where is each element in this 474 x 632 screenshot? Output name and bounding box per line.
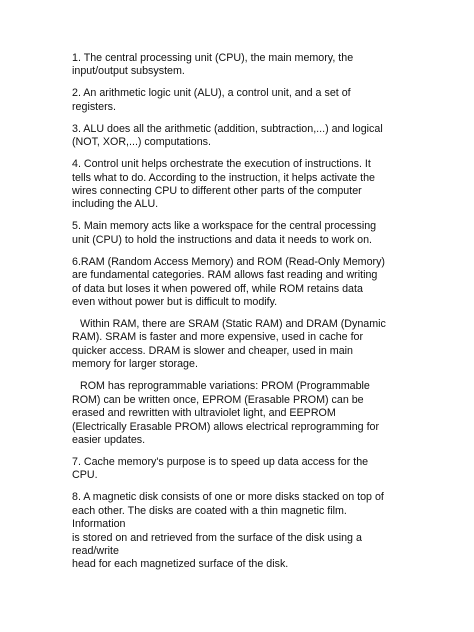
text-line: 6.RAM (Random Access Memory) and ROM (Read-Only Memory)	[72, 255, 385, 268]
paragraph-1	[72, 52, 404, 79]
text-line: of data but loses it when powered off, while ROM retains data	[72, 282, 363, 295]
text-line: including the ALU.	[72, 198, 159, 211]
text-line: ROM has reprogrammable variations: PROM (Programmable	[80, 380, 370, 393]
paragraph-8	[72, 491, 404, 571]
paragraph-4	[72, 158, 404, 212]
text-line: 4. Control unit helps orchestrate the execution of instructions. It	[72, 158, 371, 171]
paragraph-3	[72, 123, 404, 150]
text-line: 2. An arithmetic logic unit (ALU), a control unit, and a set of	[72, 87, 351, 100]
paragraph-6	[72, 256, 404, 310]
text-line: Within RAM, there are SRAM (Static RAM) and DRAM (Dynamic	[80, 318, 386, 331]
text-line: erased and rewritten with ultraviolet light, and EEPROM	[72, 407, 336, 420]
text-line: (NOT, XOR,...) computations.	[72, 136, 211, 149]
text-line: 3. ALU does all the arithmetic (addition, subtraction,...) and logical	[72, 122, 383, 135]
text-line: memory for larger storage.	[72, 358, 198, 371]
text-line: wires connecting CPU to different other parts of the computer	[72, 185, 362, 198]
text-line: registers.	[72, 100, 116, 113]
text-line: quicker access. DRAM is slower and cheaper, used in main	[72, 344, 353, 357]
paragraph-ram-types	[72, 318, 404, 372]
paragraph-7	[72, 456, 404, 483]
text-line: unit (CPU) to hold the instructions and data it needs to work on.	[72, 233, 373, 246]
text-line: CPU.	[72, 469, 98, 482]
paragraph-2	[72, 87, 404, 114]
text-line: are fundamental categories. RAM allows fast reading and writing	[72, 269, 378, 282]
text-line: (Electrically Erasable PROM) allows electrical reprogramming for	[72, 420, 380, 433]
text-line: head for each magnetized surface of the disk.	[72, 558, 289, 571]
text-line: ROM) can be written once, EPROM (Erasable PROM) can be	[72, 393, 364, 406]
paragraph-5	[72, 220, 404, 247]
text-line: RAM). SRAM is faster and more expensive, used in cache for	[72, 331, 364, 344]
text-line: 1. The central processing unit (CPU), the main memory, the	[72, 52, 354, 64]
text-line: Information	[72, 518, 126, 531]
text-line: input/output subsystem.	[72, 65, 185, 78]
text-line: 5. Main memory acts like a workspace for the central processing	[72, 220, 377, 233]
paragraph-rom-types	[72, 380, 404, 447]
text-line: read/write	[72, 544, 119, 557]
text-line: tells what to do. According to the instruction, it helps activate the	[72, 171, 375, 184]
text-line: 7. Cache memory's purpose is to speed up data access for the	[72, 455, 369, 468]
text-line: each other. The disks are coated with a thin magnetic film.	[72, 504, 347, 517]
text-line: easier updates.	[72, 433, 146, 446]
text-line: 8. A magnetic disk consists of one or more disks stacked on top of	[72, 491, 384, 504]
document-page	[72, 52, 404, 580]
text-line: even without power but is difficult to modify.	[72, 296, 278, 309]
text-line: is stored on and retrieved from the surface of the disk using a	[72, 531, 362, 544]
